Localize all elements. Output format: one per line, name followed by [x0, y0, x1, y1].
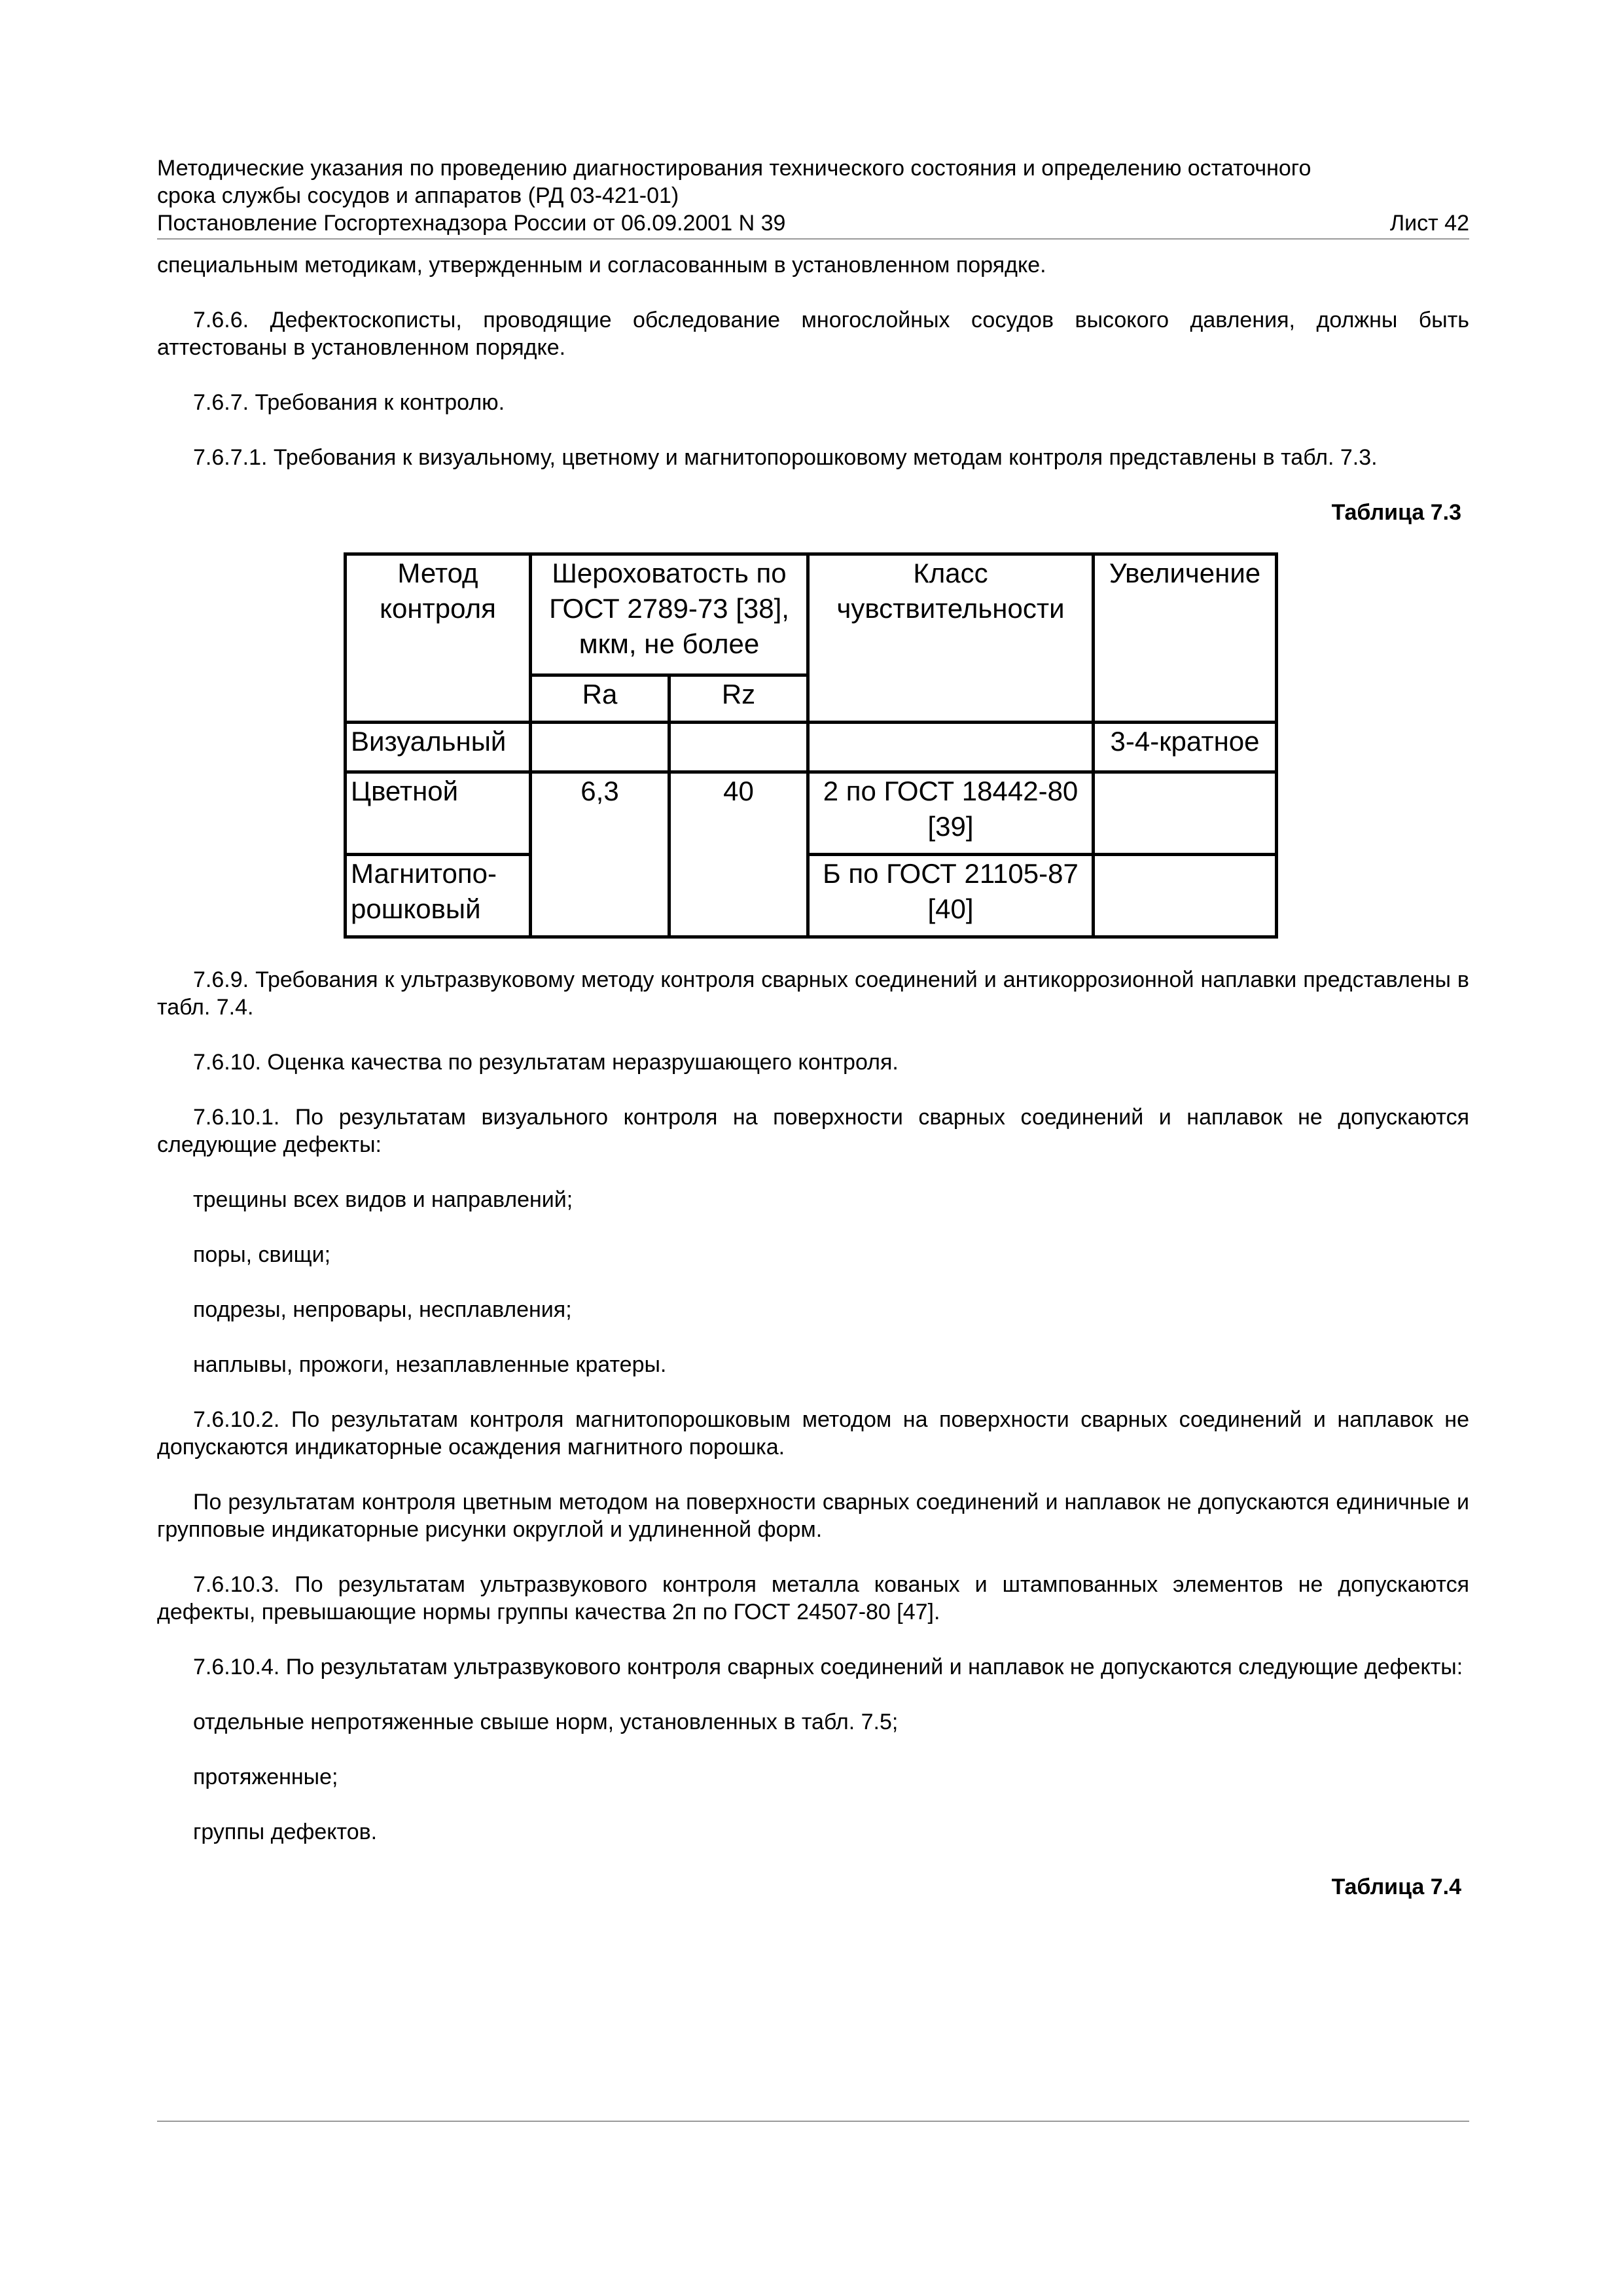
header-divider [157, 238, 1469, 240]
cell-method-color: Цветной [346, 772, 531, 855]
header-method: Метод контроля [346, 554, 531, 723]
table-7-4-caption: Таблица 7.4 [1331, 1874, 1461, 1899]
header-rz: Rz [669, 675, 808, 723]
footer-divider [157, 2121, 1469, 2122]
header-decree: Постановление Госгортехнадзора России от 06.09.2001 N 39 [157, 211, 786, 236]
paragraph: 7.6.10.3. По результатам ультразвукового контроля металла кованых и штампованных элементов не допускаются дефекты, превышающие нормы группы качества 2п по ГОСТ 24507-80 [47]. [157, 1572, 1469, 1624]
table-7-3 [344, 552, 1278, 939]
cell-empty [531, 723, 669, 772]
list-item: наплывы, прожоги, незаплавленные кратеры. [193, 1352, 667, 1377]
list-item: протяженные; [193, 1765, 338, 1789]
cell-method-magnetic: Магнитопо-рошковый [346, 855, 531, 937]
cell-class-magnetic: Б по ГОСТ 21105-87 [40] [808, 855, 1094, 937]
cell-empty [669, 723, 808, 772]
cell-class-color: 2 по ГОСТ 18442-80 [39] [808, 772, 1094, 855]
document-body [157, 251, 1469, 1927]
header-sensitivity-class: Класс чувствительности [808, 554, 1094, 723]
paragraph: специальным методикам, утвержденным и согласованным в установленном порядке. [157, 253, 1046, 278]
cell-method-visual: Визуальный [346, 723, 531, 772]
header-magnification: Увеличение [1094, 554, 1277, 723]
list-item: поры, свищи; [193, 1242, 331, 1267]
paragraph: 7.6.6. Дефектоскописты, проводящие обследование многослойных сосудов высокого давления, должны быть аттестованы в установленном порядке. [157, 308, 1469, 360]
header-title-line2: срока службы сосудов и аппаратов (РД 03-421-01) [157, 183, 679, 208]
header-roughness: Шероховатость по ГОСТ 2789-73 [38], мкм, не более [531, 554, 808, 675]
paragraph: 7.6.10. Оценка качества по результатам неразрушающего контроля. [193, 1050, 899, 1075]
cell-rz-value: 40 [669, 772, 808, 937]
paragraph: 7.6.10.2. По результатам контроля магнитопорошковым методом на поверхности сварных соединений и наплавок не допускаются индикаторные осаждения магнитного порошка. [157, 1407, 1469, 1460]
cell-empty [808, 723, 1094, 772]
header-line3 [157, 209, 1469, 237]
list-item: подрезы, непровары, несплавления; [193, 1297, 572, 1322]
paragraph: 7.6.7. Требования к контролю. [193, 390, 505, 415]
cell-empty [1094, 855, 1277, 937]
page-header [157, 154, 1469, 237]
paragraph: 7.6.10.4. По результатам ультразвукового контроля сварных соединений и наплавок не допускаются следующие дефекты: [193, 1655, 1463, 1679]
cell-empty [1094, 772, 1277, 855]
list-item: отдельные непротяженные свыше норм, установленных в табл. 7.5; [193, 1710, 899, 1734]
paragraph: 7.6.10.1. По результатам визуального контроля на поверхности сварных соединений и наплавок не допускаются следующие дефекты: [157, 1105, 1469, 1157]
header-sheet-number: Лист 42 [1389, 211, 1469, 236]
list-item: группы дефектов. [193, 1820, 378, 1844]
table-7-3-caption: Таблица 7.3 [1331, 500, 1461, 525]
cell-ra-value: 6,3 [531, 772, 669, 937]
paragraph: 7.6.7.1. Требования к визуальному, цветному и магнитопорошковому методам контроля представлены в табл. 7.3. [193, 445, 1378, 470]
header-ra: Ra [531, 675, 669, 723]
cell-magnification-visual: 3-4-кратное [1094, 723, 1277, 772]
header-title-line1: Методические указания по проведению диагностирования технического состояния и определению остаточного [157, 156, 1311, 181]
paragraph: 7.6.9. Требования к ультразвуковому методу контроля сварных соединений и антикоррозионной наплавки представлены в табл. 7.4. [157, 967, 1469, 1020]
list-item: трещины всех видов и направлений; [193, 1187, 573, 1212]
paragraph: По результатам контроля цветным методом на поверхности сварных соединений и наплавок не допускаются единичные и групповые индикаторные рисунки округлой и удлиненной форм. [157, 1490, 1469, 1542]
